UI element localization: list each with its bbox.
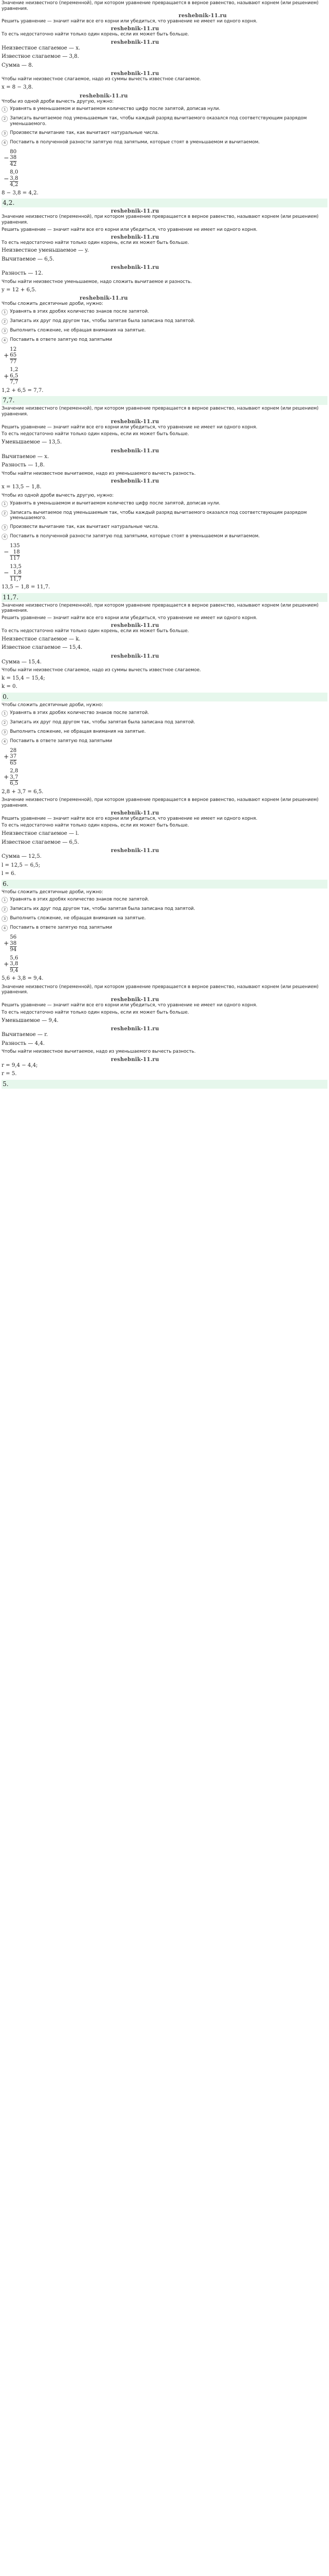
definition-roots: То есть недостаточно найти только один корень, если их может быть больше.: [2, 240, 189, 245]
step-item: 2 Записать вычитаемое под уменьшаемым так, чтобы каждый разряд вычитаемого оказался под соответствующим разрядом уменьшаемого.: [2, 116, 327, 127]
text-line: Неизвестное слагаемое — l.: [2, 831, 79, 836]
watermark: reshebnik-11.ru: [111, 234, 159, 240]
text-line: Чтобы найти неизвестное вычитаемое, надо из уменьшаемого вычесть разность.: [2, 471, 196, 476]
step-item: 1 Уравнять в уменьшаемом и вычитаемом количество цифр после запятой, дописав нули.: [2, 106, 327, 113]
equation: k = 0.: [2, 684, 18, 690]
text-line: Известное слагаемое — 6,5.: [2, 839, 79, 845]
solution-block-4: [2, 603, 327, 701]
definition-roots: То есть недостаточно найти только один корень, если их может быть больше.: [2, 823, 189, 829]
step-item: 4 Поставить в ответе запятую под запятыми: [2, 738, 327, 745]
step-item: 2 Записать их друг под другом так, чтобы запятая была записана под запятой.: [2, 906, 327, 913]
definition-root: Значение неизвестного (переменной), при котором уравнение превращается в верное равенство, называют корнем (или решением) уравнения.: [2, 1, 319, 11]
step-item: 1 Уравнять в уменьшаемом и вычитаемом количество цифр после запятой, дописав нули.: [2, 501, 327, 507]
definition-root: Значение неизвестного (переменной), при котором уравнение превращается в верное равенство, называют корнем (или решением) уравнения.: [2, 984, 319, 995]
text-line: Неизвестное уменьшаемое — y.: [2, 248, 89, 254]
equation: r = 5.: [2, 1071, 17, 1077]
addition-steps: [2, 309, 327, 343]
answer-box: 5.: [2, 1080, 327, 1089]
text-line: Уменьшаемое — 9,4.: [2, 1017, 59, 1024]
answer-box: 6.: [2, 880, 327, 889]
definition-solve: Решить уравнение — значит найти все его корни или убедиться, что уравнение не имеет ни одного корня.: [2, 816, 258, 821]
column-calculation: + 5,6 3,8 9,4: [3, 955, 18, 973]
result-line: 1,2 + 6,5 = 7,7.: [2, 387, 44, 393]
answer-box: 4,2.: [2, 199, 327, 207]
text-line: Вычитаемое — r.: [2, 1032, 48, 1038]
step-item: 4 Поставить в ответе запятую под запятыми: [2, 925, 327, 931]
solution-page: [0, 0, 329, 1090]
watermark: reshebnik-11.ru: [111, 478, 159, 485]
addition-steps: [2, 710, 327, 745]
watermark: reshebnik-11.ru: [111, 810, 159, 816]
subtraction-rule: Чтобы из одной дроби вычесть другую, нужно:: [2, 98, 114, 104]
text-line: Разность — 1,8.: [2, 462, 45, 469]
equation: y = 12 + 6,5.: [2, 287, 36, 293]
step-item: 2 Записать их друг под другом так, чтобы запятая была записана под запятой.: [2, 318, 327, 325]
definition-root: Значение неизвестного (переменной), при котором уравнение превращается в верное равенство, называют корнем (или решением) уравнения.: [2, 406, 319, 417]
step-item: 4 Поставить в полученной разности запятую под запятыми, которые стоят в уменьшаемом и вычитаемом.: [2, 140, 327, 146]
column-calculation: − 8,0 3,8 4,2: [3, 169, 18, 188]
solution-block-5: [2, 702, 327, 889]
watermark: reshebnik-11.ru: [111, 71, 159, 77]
definition-solve: Решить уравнение — значит найти все его корни или убедиться, что уравнение не имеет ни одного корня.: [2, 615, 258, 621]
equation: l = 12,5 − 6,5;: [2, 862, 41, 868]
watermark: reshebnik-11.ru: [111, 418, 159, 425]
text-line: Чтобы найти неизвестное слагаемое, надо из суммы вычесть известное слагаемое.: [2, 668, 201, 673]
definition-solve: Решить уравнение — значит найти все его корни или убедиться, что уравнение не имеет ни одного корня.: [2, 1003, 258, 1008]
column-calculation: + 1,2 6,5 7,7: [3, 367, 18, 386]
text-line: Уменьшаемое — 13,5.: [2, 439, 62, 446]
equation: l = 6.: [2, 871, 16, 877]
text-line: Сумма — 8.: [2, 62, 33, 68]
definition-roots: То есть недостаточно найти только один корень, если их может быть больше.: [2, 628, 189, 634]
text-line: Сумма — 15,4.: [2, 659, 42, 665]
step-item: 1 Уравнять в этих дробях количество знаков после запятой.: [2, 309, 327, 315]
step-item: 3 Произвести вычитание так, как вычитают натуральные числа.: [2, 524, 327, 531]
text-line: Неизвестное слагаемое — x.: [2, 45, 81, 51]
watermark: reshebnik-11.ru: [111, 622, 159, 628]
addition-rule: Чтобы сложить десятичные дроби, нужно:: [2, 702, 104, 708]
watermark: reshebnik-11.ru: [111, 265, 159, 271]
definition-root: Значение неизвестного (переменной), при котором уравнение превращается в верное равенство, называют корнем (или решением) уравнения.: [2, 602, 319, 614]
definition-root: Значение неизвестного (переменной), при котором уравнение превращается в верное равенство, называют корнем (или решением) уравнения.: [2, 797, 319, 808]
solution-block-3: [2, 406, 327, 601]
text-line: Разность — 4,4.: [2, 1040, 45, 1046]
answer-box: 0.: [2, 693, 327, 701]
column-calculation: − 13,5 1,8 11,7: [3, 563, 22, 582]
definition-solve: Решить уравнение — значит найти все его корни или убедиться, что уравнение не имеет ни одного корня.: [2, 19, 258, 24]
definition-roots: То есть недостаточно найти только один корень, если их может быть больше.: [2, 1009, 189, 1015]
definition-roots: То есть недостаточно найти только один корень, если их может быть больше.: [2, 432, 189, 437]
watermark: reshebnik-11.ru: [111, 653, 159, 659]
answer-box: 11,7.: [2, 593, 327, 602]
watermark: reshebnik-11.ru: [111, 26, 159, 32]
step-item: 2 Записать вычитаемое под уменьшаемым так, чтобы каждый разряд вычитаемого оказался под соответствующим разрядом уменьшаемого.: [2, 510, 327, 521]
text-line: Чтобы найти неизвестное слагаемое, надо из суммы вычесть известное слагаемое.: [2, 77, 201, 82]
solution-block-1: [2, 1, 327, 207]
definition-solve: Решить уравнение — значит найти все его корни или убедиться, что уравнение не имеет ни одного корня.: [2, 227, 258, 232]
text-line: Сумма — 12,5.: [2, 854, 42, 859]
text-line: Вычитаемое — 6,5.: [2, 256, 55, 262]
text-line: Разность — 12.: [2, 270, 43, 277]
step-item: 4 Поставить в ответе запятую под запятыми: [2, 337, 327, 343]
watermark: reshebnik-11.ru: [111, 39, 159, 45]
subtraction-steps: [2, 501, 327, 540]
definition-roots: То есть недостаточно найти только один корень, если их может быть больше.: [2, 32, 189, 38]
watermark: reshebnik-11.ru: [111, 1026, 159, 1032]
addition-rule: Чтобы сложить десятичные дроби, нужно:: [2, 889, 104, 895]
text-line: Вычитаемое — x.: [2, 453, 49, 460]
watermark: reshebnik-11.ru: [111, 208, 159, 215]
addition-rule: Чтобы сложить десятичные дроби, нужно:: [2, 301, 104, 307]
column-calculation: + 2,8 3,7 6,5: [3, 768, 18, 787]
definition-root: Значение неизвестного (переменной), при котором уравнение превращается в верное равенство, называют корнем (или решением) уравнения.: [2, 214, 319, 226]
step-item: 4 Поставить в полученной разности запятую под запятыми, которые стоят в уменьшаемом и вычитаемом.: [2, 534, 327, 540]
result-line: 8 − 3,8 = 4,2.: [2, 190, 39, 196]
step-item: 3 Выполнить сложение, не обращая внимания на запятые.: [2, 916, 327, 922]
solution-block-2: [2, 208, 327, 405]
column-calculation: − 135 18 117: [3, 543, 20, 562]
equation: x = 8 − 3,8.: [2, 84, 33, 91]
column-calculation: + 28 37 65: [3, 747, 17, 766]
watermark: reshebnik-11.ru: [80, 93, 128, 99]
watermark: reshebnik-11.ru: [111, 1056, 159, 1063]
result-line: 13,5 − 1,8 = 11,7.: [2, 584, 50, 590]
watermark: reshebnik-11.ru: [111, 848, 159, 854]
step-item: 3 Выполнить сложение, не обращая внимания на запятые.: [2, 328, 327, 334]
subtraction-rule: Чтобы из одной дроби вычесть другую, нужно:: [2, 492, 114, 498]
definition-solve: Решить уравнение — значит найти все его корни или убедиться, что уравнение не имеет ни одного корня.: [2, 424, 258, 430]
text-line: Чтобы найти неизвестное вычитаемое, надо из уменьшаемого вычесть разность.: [2, 1049, 196, 1055]
watermark: reshebnik-11.ru: [111, 997, 159, 1003]
column-calculation: + 56 38 94: [3, 934, 17, 953]
solution-block-6: [2, 890, 327, 1089]
subtraction-steps: [2, 106, 327, 145]
text-line: Известное слагаемое — 3,8.: [2, 54, 79, 60]
step-item: 1 Уравнять в этих дробях количество знаков после запятой.: [2, 710, 327, 717]
step-item: 3 Произвести вычитание так, как вычитают натуральные числа.: [2, 130, 327, 137]
step-item: 3 Выполнить сложение, не обращая внимания на запятые.: [2, 729, 327, 735]
text-line: Неизвестное слагаемое — k.: [2, 636, 81, 642]
column-calculation: − 80 38 42: [3, 149, 17, 167]
text-line: Чтобы найти неизвестное уменьшаемое, надо сложить вычитаемое и разность.: [2, 279, 192, 285]
column-calculation: + 12 65 77: [3, 346, 17, 365]
result-line: 5,6 + 3,8 = 9,4.: [2, 976, 44, 982]
step-item: 2 Записать их друг под другом так, чтобы запятая была записана под запятой.: [2, 720, 327, 726]
equation: x = 13,5 − 1,8.: [2, 484, 42, 490]
text-line: Известное слагаемое — 15,4.: [2, 645, 83, 651]
answer-box: 7,7.: [2, 396, 327, 405]
step-item: 1 Уравнять в этих дробях количество знаков после запятой.: [2, 897, 327, 903]
equation: k = 15,4 − 15,4;: [2, 675, 45, 681]
watermark: reshebnik-11.ru: [179, 13, 227, 19]
addition-steps: [2, 897, 327, 931]
equation: r = 9,4 − 4,4;: [2, 1062, 38, 1068]
watermark: reshebnik-11.ru: [80, 295, 128, 302]
result-line: 2,8 + 3,7 = 6,5.: [2, 788, 44, 795]
watermark: reshebnik-11.ru: [111, 448, 159, 454]
